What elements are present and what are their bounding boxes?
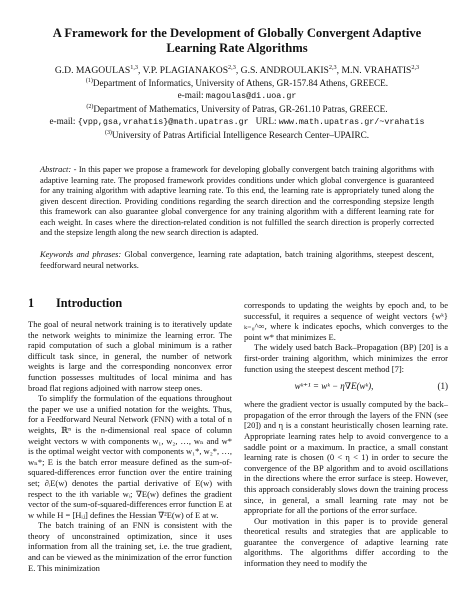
equation-number: (1)	[437, 381, 448, 392]
keywords-label: Keywords and phrases:	[40, 250, 122, 259]
left-paragraph-1: The goal of neural network training is to iteratively update the network weights to minimize the learning error. The rapid computation of such a global minimum is a rather difficult task since, in general, the number of network weights is large and the corresponding nonconvex error function possesses multitudes of local minima and has broad flat regions adjoined with narrow steep ones.	[28, 319, 232, 393]
keywords	[40, 250, 434, 271]
email-line-2	[28, 116, 446, 128]
email-label-2: e-mail:	[49, 115, 76, 126]
abstract	[40, 165, 434, 239]
email-line-1	[28, 90, 446, 102]
affiliation-2: $^{(2)}$Department of Mathematics, University of Patras, GR-261.10 Patras, GREECE.	[86, 104, 388, 115]
author-list: G.D. MAGOULAS$^{1,3}$, V.P. PLAGIANAKOS$^{2,3}$, G.S. ANDROULAKIS$^{2,3}$, M.N. VRAHATIS$^{2,3}$	[54, 64, 420, 77]
equation-body: wᵏ⁺¹ = wᵏ − η∇E(wᵏ),	[294, 381, 374, 392]
url: www.math.upatras.gr/~vrahatis	[278, 116, 425, 127]
affiliation-1: $^{(1)}$Department of Informatics, University of Athens, GR-157.84 Athens, GREECE.	[85, 78, 389, 89]
left-column	[28, 319, 232, 573]
right-column	[244, 300, 448, 569]
abstract-label: Abstract:	[40, 165, 72, 174]
abstract-text: - In this paper we propose a framework for developing globally convergent batch training algorithms with adaptive learning rate. The proposed framework provides conditions under which global convergence is guaranteed for any training algorithm with adaptive learning rate. To this end, the learning rate is appropriately tuned along the given descent direction. Providing conditions regarding the search direction and the corresponding stepsize length this framework can also guarantee global convergence for any training algorithm with a different learning rate for each weight. In cases where the direction-related condition is not fulfilled the search direction is properly corrected and the stepsize length along the new search direction is adapted.	[40, 165, 434, 237]
left-paragraph-2: To simplify the formulation of the equations throughout the paper we use a unified notation for the weights. Thus, for a Feedforward Neural Network (FNN) with a total of n weights, ℝⁿ is the n-dimensional real space of column weight vectors w with components w₁, w₂, …, wₙ and w* is the optimal weight vector with components w₁*, w₂*, …, wₙ*; E is the batch error measure defined as the sum-of-squared-differences error function over the entire training set; ∂ᵢE(w) denotes the partial derivative of E(w) with respect to the ith variable wᵢ; ∇E(w) defines the gradient vector of the sum-of-squared-differences error function E at w while H = [Hᵢⱼ] defines the Hessian ∇²E(w) of E at w.	[28, 393, 232, 520]
url-label: URL:	[255, 115, 277, 126]
right-paragraph-2: The widely used batch Back–Propagation (BP) [20] is a first-order training algorithm, which minimizes the error function using the steepest descent method [7]:	[244, 342, 448, 374]
title-line-1: A Framework for the Development of Globally Convergent Adaptive	[52, 26, 422, 40]
equation-1	[244, 379, 448, 394]
email-label-1: e-mail:	[177, 89, 204, 100]
author-block	[28, 62, 446, 141]
paper-title	[30, 26, 444, 56]
left-paragraph-3: The batch training of an FNN is consistent with the theory of unconstrained optimization, since it uses information from all the training set, i.e. the true gradient, and can be viewed as the minimization of the error function E. This minimization	[28, 520, 232, 573]
section-heading	[28, 296, 228, 310]
right-paragraph-4: Our motivation in this paper is to provide general theoretical results and strategies that are applicable to guarantee the convergence of adaptive learning rate algorithms. The algorithms differ according to the information they need to modify the	[244, 515, 448, 569]
affiliation-3: $^{(3)}$University of Patras Artificial Intelligence Research Center–UPAIRC.	[104, 129, 370, 140]
keywords-text: Global convergence, learning rate adaptation, batch training algorithms, steepest descent, feedforward neural networks.	[40, 250, 434, 270]
right-paragraph-1: corresponds to updating the weights by epoch and, to be successful, it requires a sequence of weight vectors {wᵏ}ₖ₌₀^∞, where k indicates epochs, which converges to the point w* that minimizes E.	[244, 300, 448, 342]
section-number: 1	[28, 296, 35, 310]
email-2: {vpp,gsa,vrahatis}@math.upatras.gr	[77, 116, 249, 127]
title-line-2: Learning Rate Algorithms	[166, 41, 308, 55]
section-title: Introduction	[56, 296, 123, 310]
email-1: magoulas@di.uoa.gr	[205, 90, 297, 101]
right-paragraph-3: where the gradient vector is usually computed by the back–propagation of the error through the layers of the FNN (see [20]) and η is a constant heuristically chosen learning rate. Appropriate learning rates help to avoid convergence to a saddle point or a maximum. In practice, a small constant learning rate is chosen (0 < η < 1) in order to secure the convergence of the BP algorithm and to avoid oscillations in the directions where the error surface is steep. However, this approach considerably slows down the training process since, in general, a small learning rate may not be appropriate for all the portions of the error surface.	[244, 399, 448, 516]
